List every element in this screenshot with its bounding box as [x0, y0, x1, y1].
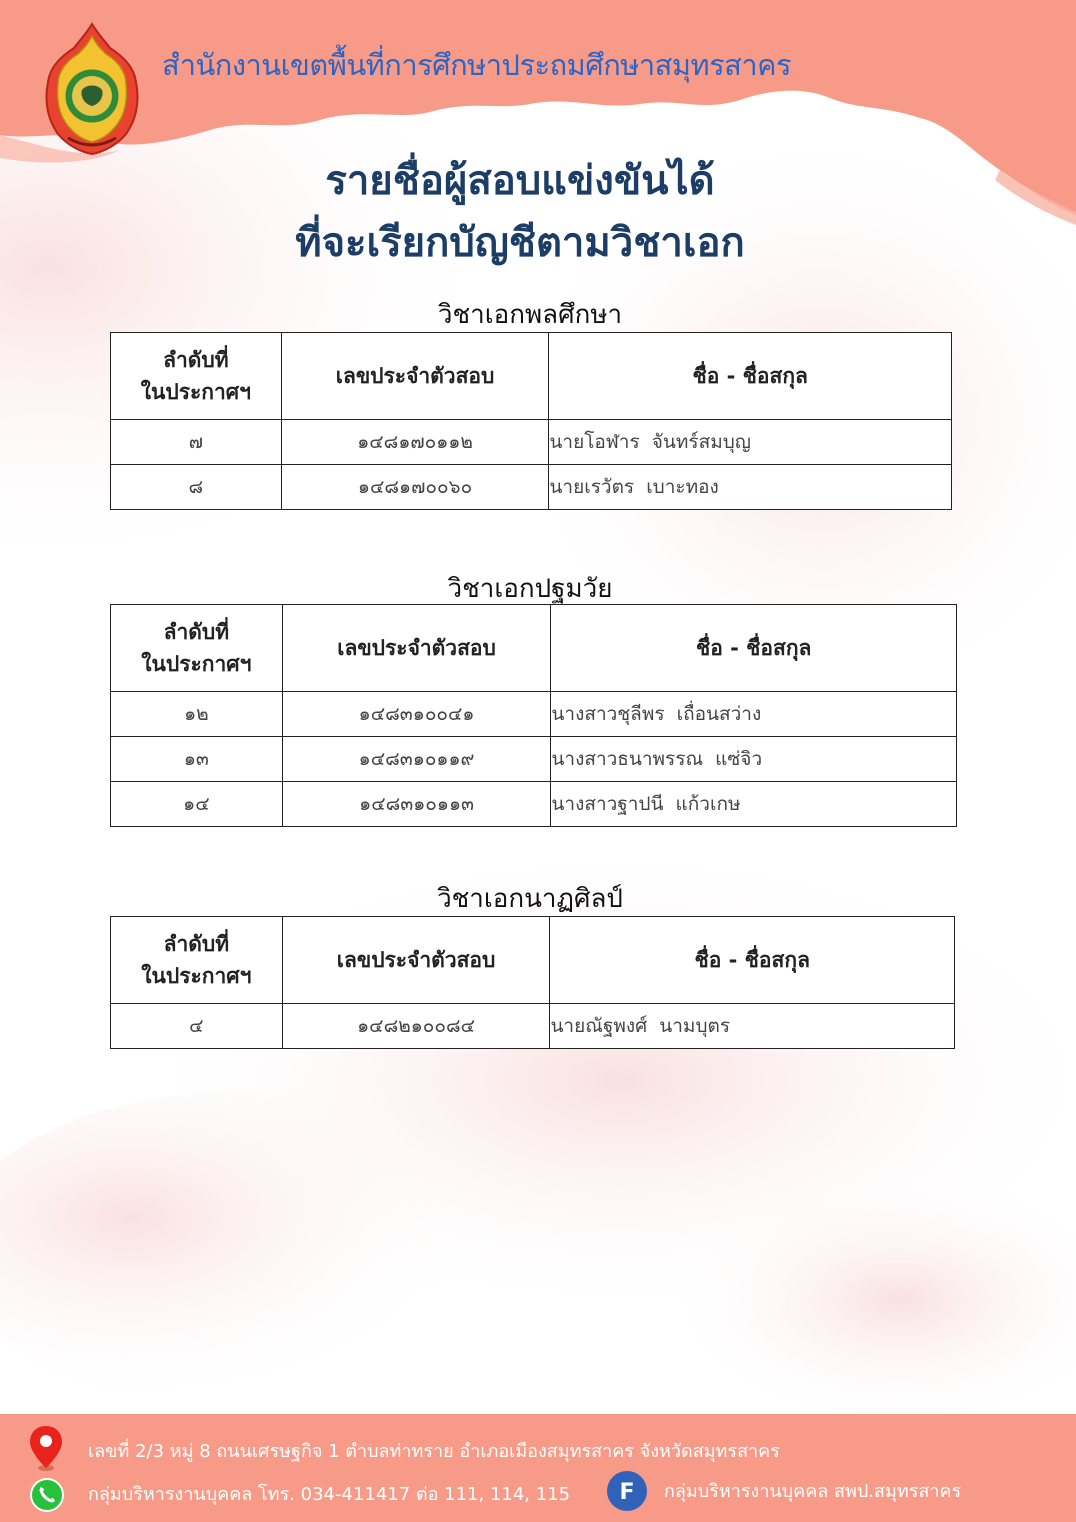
column-header-exam-id: เลขประจำตัวสอบ: [282, 605, 551, 692]
cell-order: ๑๒: [111, 692, 283, 737]
cell-order: ๑๓: [111, 737, 283, 782]
svg-text:F: F: [619, 1480, 635, 1505]
obec-seal-logo: [38, 20, 146, 160]
cell-order: ๔: [111, 1004, 283, 1049]
cell-name: นายณัฐพงศ์ นามบุตร: [550, 1004, 955, 1049]
column-header-name: ชื่อ - ชื่อสกุล: [551, 605, 957, 692]
cell-exam-id: ๑๔๘๓๑๐๑๑๓: [282, 782, 551, 827]
facebook-icon[interactable]: [606, 1470, 648, 1512]
page-title-line-1: รายชื่อผู้สอบแข่งขันได้: [325, 158, 715, 204]
office-name-header: สำนักงานเขตพื้นที่การศึกษาประถมศึกษาสมุทรสาคร: [162, 48, 792, 82]
cell-exam-id: ๑๔๘๑๗๐๐๖๐: [281, 465, 549, 510]
cell-exam-id: ๑๔๘๒๑๐๐๘๔: [282, 1004, 550, 1049]
candidate-table-early-childhood: [110, 604, 957, 827]
cell-name: นางสาวธนาพรรณ แซ่จิว: [551, 737, 957, 782]
cell-exam-id: ๑๔๘๑๗๐๑๑๒: [281, 420, 549, 465]
column-header-order: ลำดับที่ ในประกาศฯ: [111, 605, 283, 692]
footer-phone[interactable]: กลุ่มบริหารงานบุคคล โทร. 034-411417 ต่อ 111, 114, 115: [88, 1484, 571, 1505]
column-header-order: ลำดับที่ ในประกาศฯ: [111, 917, 283, 1004]
candidate-table-dramatic-arts: [110, 916, 955, 1049]
column-header-order: ลำดับที่ ในประกาศฯ: [111, 333, 282, 420]
table-row: [111, 692, 957, 737]
section-title-early-childhood: วิชาเอกปฐมวัย: [447, 574, 613, 604]
column-header-exam-id: เลขประจำตัวสอบ: [282, 917, 550, 1004]
location-pin-icon: [28, 1424, 64, 1472]
table-header-row: [111, 605, 957, 692]
column-header-exam-id: เลขประจำตัวสอบ: [281, 333, 549, 420]
cell-order: ๗: [111, 420, 282, 465]
phone-icon: [30, 1478, 64, 1512]
section-title-dramatic-arts: วิชาเอกนาฏศิลป์: [437, 884, 623, 914]
cell-order: ๘: [111, 465, 282, 510]
cell-name: นางสาวชุลีพร เถื่อนสว่าง: [551, 692, 957, 737]
contact-footer: [0, 1414, 1076, 1522]
column-header-name: ชื่อ - ชื่อสกุล: [550, 917, 955, 1004]
table-header-row: [111, 333, 952, 420]
table-row: [111, 420, 952, 465]
cell-exam-id: ๑๔๘๓๑๐๑๑๙: [282, 737, 551, 782]
cell-name: นายเรวัตร เบาะทอง: [549, 465, 952, 510]
cell-name: นายโอฬาร จันทร์สมบุญ: [549, 420, 952, 465]
column-header-name: ชื่อ - ชื่อสกุล: [549, 333, 952, 420]
table-header-row: [111, 917, 955, 1004]
page-title-line-2: ที่จะเรียกบัญชีตามวิชาเอก: [295, 220, 745, 266]
cell-name: นางสาวฐาปนี แก้วเกษ: [551, 782, 957, 827]
table-row: [111, 465, 952, 510]
section-title-physical-education: วิชาเอกพลศึกษา: [437, 300, 623, 330]
footer-address: เลขที่ 2/3 หมู่ 8 ถนนเศรษฐกิจ 1 ตำบลท่าทราย อำเภอเมืองสมุทรสาคร จังหวัดสมุทรสาคร: [88, 1441, 780, 1462]
table-row: [111, 782, 957, 827]
candidate-table-physical-education: [110, 332, 952, 510]
table-row: [111, 1004, 955, 1049]
cell-order: ๑๔: [111, 782, 283, 827]
table-row: [111, 737, 957, 782]
cell-exam-id: ๑๔๘๓๑๐๐๔๑: [282, 692, 551, 737]
footer-facebook-page[interactable]: กลุ่มบริหารงานบุคคล สพป.สมุทรสาคร: [664, 1481, 962, 1502]
